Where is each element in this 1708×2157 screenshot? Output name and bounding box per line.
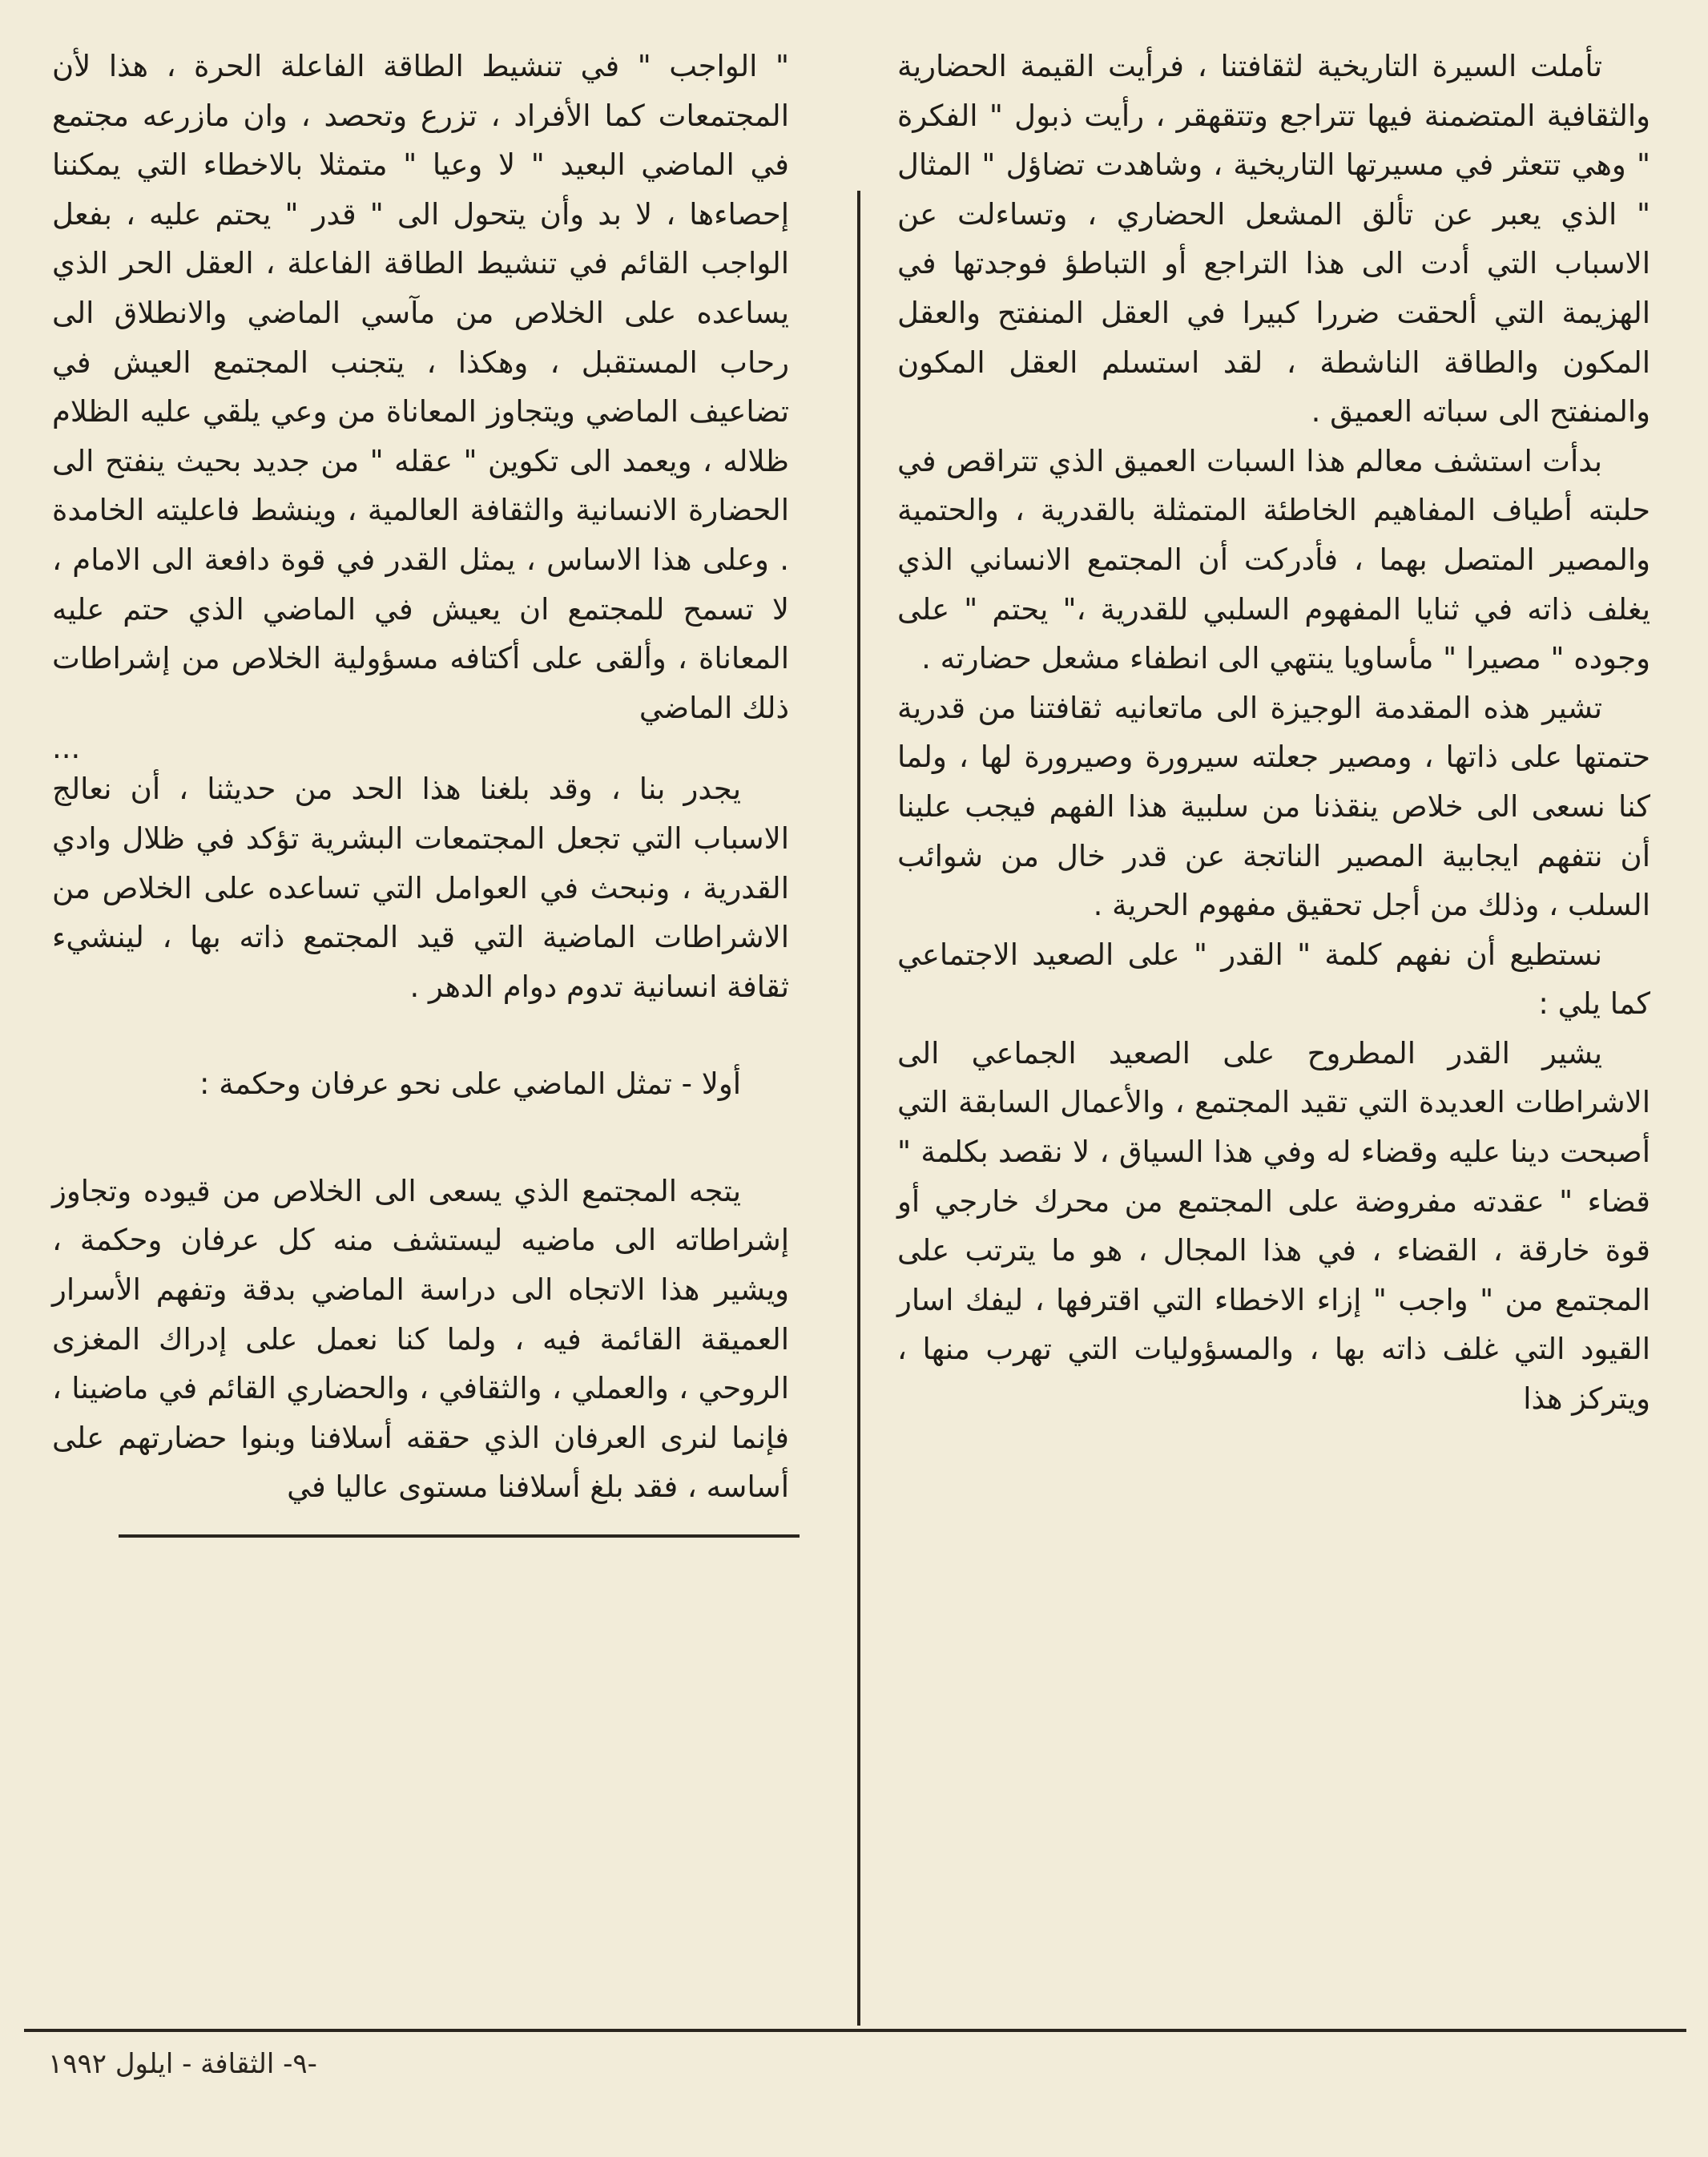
paragraph: نستطيع أن نفهم كلمة " القدر " على الصعيد الاجتماعي كما يلي :: [897, 937, 1650, 1022]
ellipsis: ...: [52, 731, 81, 766]
footer-divider: [24, 2029, 1686, 2032]
section-divider: [119, 1534, 800, 1538]
paragraph: يجدر بنا ، وقد بلغنا هذا الحد من حديثنا ، أن نعالج الاسباب التي تجعل المجتمعات البشرية تؤكد في ظلال وادي القدرية ، ونبحث في العوامل التي تساعده على الخلاص من الاشراطات الماضية التي قيد المجتمع ذاته بها ، لينشيء ثقافة انسانية تدوم دوام الدهر .: [52, 772, 789, 1004]
left-column: [52, 42, 789, 1512]
paragraph: يشير القدر المطروح على الصعيد الجماعي الى الاشراطات العديدة التي تقيد المجتمع ، والأعمال السابقة التي أصبحت دينا عليه وقضاء له وفي هذا السياق ، لا نقصد بكلمة " قضاء " عقدته مفروضة على المجتمع من محرك خارجي أو قوة خارقة ، القضاء ، في هذا المجال ، هو ما يترتب على المجتمع من " واجب " إزاء الاخطاء التي اقترفها ، ليفك اسار القيود التي غلف ذاته بها ، والمسؤوليات التي تهرب منها ، ويتركز هذا: [897, 1035, 1650, 1417]
paragraph: يتجه المجتمع الذي يسعى الى الخلاص من قيوده وتجاوز إشراطاته الى ماضيه ليستشف منه كل عرفان وحكمة ، ويشير هذا الاتجاه الى دراسة الماضي بدقة وتفهم الأسرار العميقة القائمة فيه ، ولما كنا نعمل على إدراك المغزى الروحي ، والعملي ، والثقافي ، والحضاري القائم في ماضينا ، فإنما لنرى العرفان الذي حققه أسلافنا وبنوا حضارتهم على أساسه ، فقد بلغ أسلافنا مستوى عاليا في: [52, 1173, 789, 1505]
paragraph: تأملت السيرة التاريخية لثقافتنا ، فرأيت القيمة الحضارية والثقافية المتضمنة فيها تتراجع وتتقهقر ، رأيت ذبول " الفكرة " وهي تتعثر في مسيرتها التاريخية ، وشاهدت تضاؤل " المثال " الذي يعبر عن تألق المشعل الحضاري ، وتساءلت عن الاسباب التي أدت الى هذا التراجع أو التباطؤ فوجدتها في الهزيمة التي ألحقت ضررا كبيرا في العقل المنفتح والعقل المكون والطاقة الناشطة ، لقد استسلم العقل المكون والمنفتح الى سباته العميق .: [897, 49, 1650, 429]
section-heading: أولا - تمثل الماضي على نحو عرفان وحكمة :: [199, 1066, 741, 1102]
column-divider: [857, 191, 860, 2026]
paragraph: " الواجب " في تنشيط الطاقة الفاعلة الحرة ، هذا لأن المجتمعات كما الأفراد ، تزرع وتحصد ، وان مازرعه مجتمع في الماضي البعيد " لا وعيا " متمثلا بالاخطاء التي يمكننا إحصاءها ، لا بد وأن يتحول الى " قدر " يحتم عليه ، بفعل الواجب القائم في تنشيط الطاقة الفاعلة ، العقل الحر الذي يساعده على الخلاص من مآسي الماضي والانطلاق الى رحاب المستقبل ، وهكذا ، يتجنب المجتمع العيش في تضاعيف الماضي ويتجاوز المعاناة من وعي يلقي عليه الظلام ظلاله ، ويعمد الى تكوين " عقله " من جديد بحيث ينفتح الى الحضارة الانسانية والثقافة العالمية ، وينشط فاعليته الخامدة . وعلى هذا الاساس ، يمثل القدر في قوة دافعة الى الامام ، لا تسمح للمجتمع ان يعيش في الماضي الذي حتم عليه المعاناة ، وألقى على أكتافه مسؤولية الخلاص من إشراطات ذلك الماضي: [52, 49, 789, 725]
paragraph: بدأت استشف معالم هذا السبات العميق الذي تتراقص في حلبته أطياف المفاهيم الخاطئة المتمثلة بالقدرية ، والحتمية والمصير المتصل بهما ، فأدركت أن المجتمع الانساني الذي يغلف ذاته في ثنايا المفهوم السلبي للقدرية ،" يحتم " على وجوده " مصيرا " مأساويا ينتهي الى انطفاء مشعل حضارته .: [897, 443, 1650, 676]
paragraph: تشير هذه المقدمة الوجيزة الى ماتعانيه ثقافتنا من قدرية حتمتها على ذاتها ، ومصير جعلته سيرورة وصيرورة لها ، ولما كنا نسعى الى خلاص ينقذنا من سلبية هذا الفهم فيجب علينا أن نتفهم ايجابية المصير الناتجة عن قدر خال من شوائب السلب ، وذلك من أجل تحقيق مفهوم الحرية .: [897, 690, 1650, 923]
page-footer: -٩- الثقافة - ايلول ١٩٩٢: [48, 2048, 317, 2080]
right-column: [897, 42, 1650, 1424]
